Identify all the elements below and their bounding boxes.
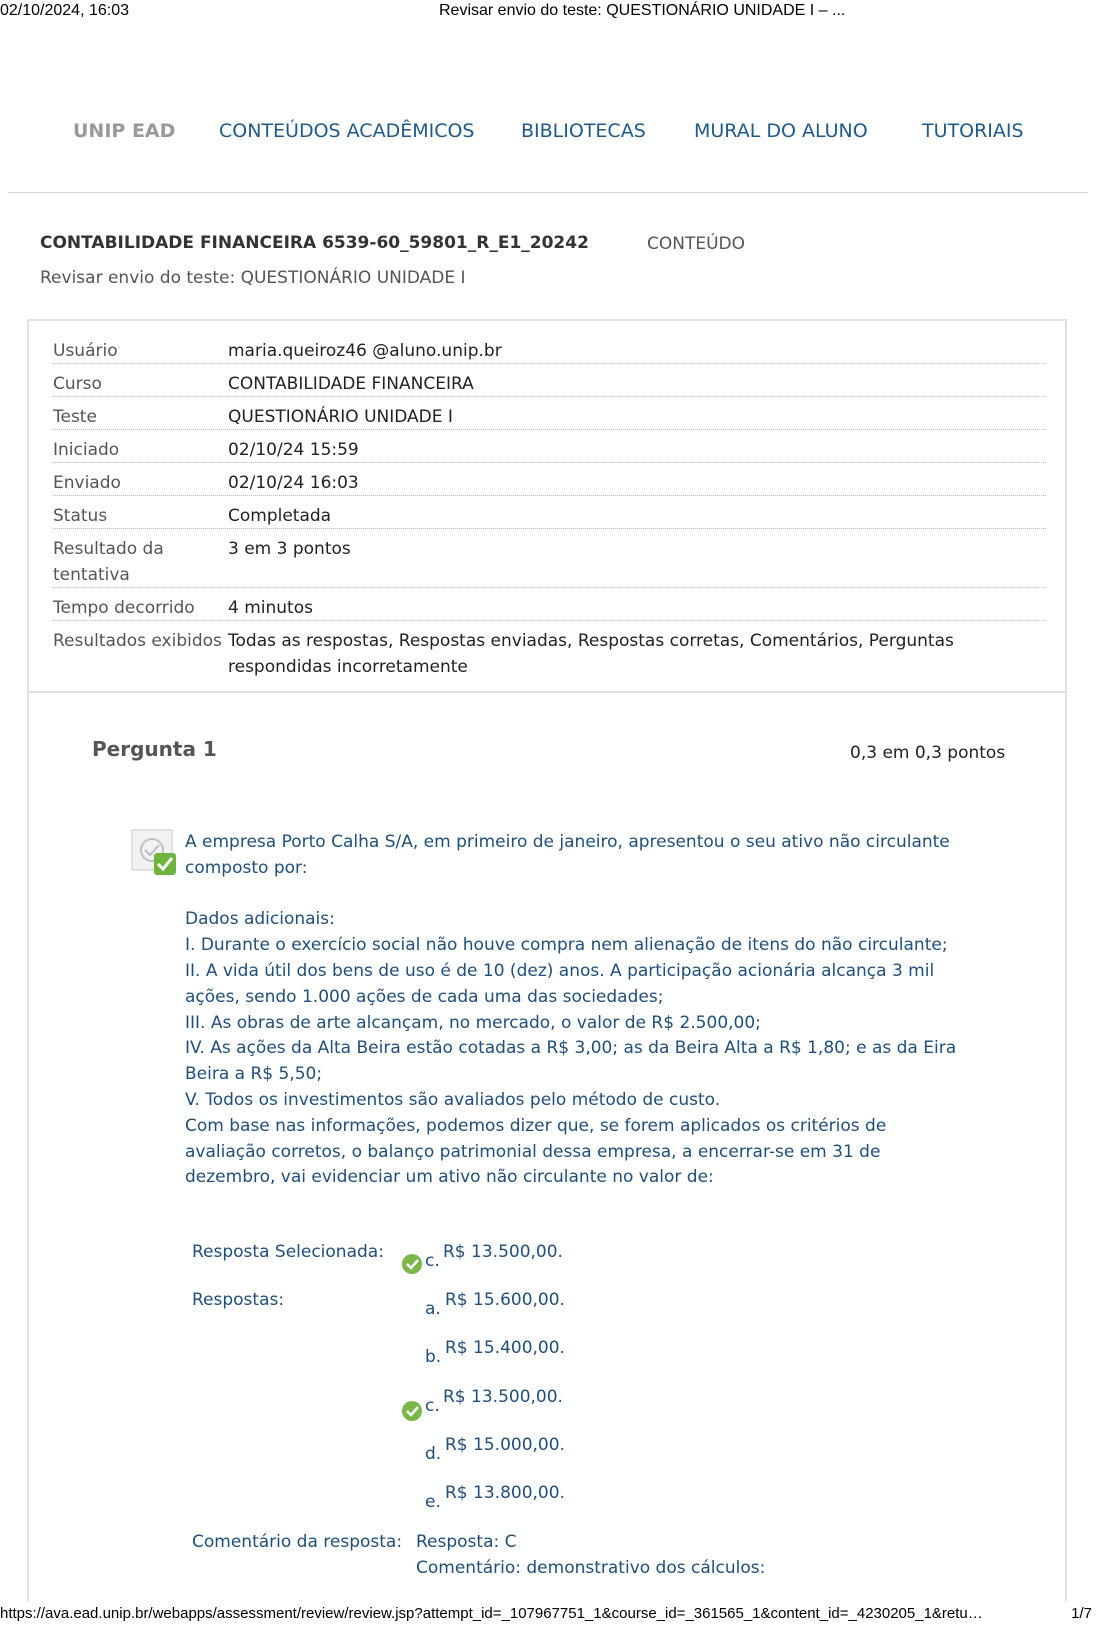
info-label: Resultado da tentativa — [53, 539, 164, 585]
course-title[interactable]: CONTABILIDADE FINANCEIRA 6539-60_59801_R_E1_20242 — [40, 233, 589, 253]
answer-letter: a. — [425, 1299, 441, 1319]
nav-link-tutoriais[interactable]: TUTORIAIS — [922, 120, 1024, 142]
answer-text: R$ 15.400,00. — [445, 1338, 565, 1358]
question-line: ações, sendo 1.000 ações de cada uma das sociedades; — [185, 986, 664, 1007]
question-line — [185, 882, 975, 908]
answer-letter: e. — [425, 1492, 441, 1512]
info-value: maria.queiroz46 @aluno.unip.br — [228, 341, 502, 361]
question-score: 0,3 em 0,3 pontos — [850, 743, 1006, 763]
info-row-tempo — [53, 588, 1046, 621]
info-value: Completada — [228, 506, 332, 526]
comment-answer: Resposta: C — [416, 1532, 517, 1552]
info-label: Tempo decorrido — [53, 598, 195, 618]
question-line: Com base nas informações, podemos dizer que, se forem aplicados os critérios de — [185, 1115, 887, 1136]
correct-check-icon — [401, 1400, 423, 1422]
print-title: Revisar envio do teste: QUESTIONÁRIO UNIDADE I – ... — [439, 2, 846, 19]
nav-divider — [8, 192, 1088, 193]
info-value: 3 em 3 pontos — [228, 539, 351, 559]
info-row-curso — [53, 364, 1046, 397]
answer-letter: c. — [425, 1396, 440, 1416]
comment-label: Comentário da resposta: — [192, 1532, 403, 1552]
info-value: 4 minutos — [228, 598, 313, 618]
attempt-info-table — [27, 319, 1067, 693]
print-header — [0, 0, 1096, 26]
nav-brand[interactable]: UNIP EAD — [73, 120, 176, 142]
answer-letter: b. — [425, 1347, 442, 1367]
question-line: avaliação corretos, o balanço patrimonial dessa empresa, a encerrar-se em 31 de — [185, 1141, 881, 1162]
info-value: Todas as respostas, Respostas enviadas, Respostas corretas, Comentários, Perguntas respondidas incorretamente — [228, 631, 954, 677]
info-value: QUESTIONÁRIO UNIDADE I — [228, 407, 453, 427]
info-label: Usuário — [53, 341, 118, 361]
correct-answer-icon — [131, 829, 179, 877]
question-line: Beira a R$ 5,50; — [185, 1064, 323, 1085]
question-line: Dados adicionais: — [185, 909, 335, 930]
selected-answer-letter: c. — [425, 1251, 440, 1271]
question-line: A empresa Porto Calha S/A, em primeiro de janeiro, apresentou o seu ativo não circulante — [185, 832, 950, 852]
answer-text: R$ 13.500,00. — [443, 1387, 563, 1407]
info-value: CONTABILIDADE FINANCEIRA — [228, 374, 474, 394]
top-navigation — [0, 112, 1096, 152]
info-value: 02/10/24 16:03 — [228, 473, 359, 493]
info-row-status — [53, 496, 1046, 529]
info-label: Iniciado — [53, 440, 120, 460]
question-line: dezembro, vai evidenciar um ativo não circulante no valor de: — [185, 1167, 714, 1188]
nav-link-conteudos[interactable]: CONTEÚDOS ACADÊMICOS — [219, 120, 475, 142]
question-line: I. Durante o exercício social não houve compra nem alienação de itens do não circulante; — [185, 935, 948, 956]
answer-text: R$ 15.000,00. — [445, 1435, 565, 1455]
info-row-enviado — [53, 463, 1046, 496]
print-url: https://ava.ead.unip.br/webapps/assessment/review/review.jsp?attempt_id=_107967751_1&course_id=_361565_1&content_id=_4230205_1&retu… — [0, 1605, 983, 1622]
question-line: IV. As ações da Alta Beira estão cotadas a R$ 3,00; as da Beira Alta a R$ 1,80; e as da Eira — [185, 1038, 957, 1059]
info-label: Enviado — [53, 473, 121, 493]
info-row-teste — [53, 397, 1046, 430]
selected-answer-text: R$ 13.500,00. — [443, 1242, 563, 1262]
info-label: Resultados exibidos — [53, 631, 222, 651]
correct-check-icon — [401, 1253, 423, 1275]
question-line: III. As obras de arte alcançam, no mercado, o valor de R$ 2.500,00; — [185, 1012, 761, 1033]
nav-link-mural[interactable]: MURAL DO ALUNO — [694, 120, 868, 142]
print-footer — [0, 1601, 1096, 1627]
question-text — [185, 830, 975, 1191]
question-line: II. A vida útil dos bens de uso é de 10 (dez) anos. A participação acionária alcança 3 mil — [185, 960, 935, 981]
info-value: 02/10/24 15:59 — [228, 440, 359, 460]
nav-link-bibliotecas[interactable]: BIBLIOTECAS — [521, 120, 646, 142]
info-row-usuario — [53, 331, 1046, 364]
question-title: Pergunta 1 — [92, 737, 217, 761]
answer-letter: d. — [425, 1444, 442, 1464]
answer-text: R$ 15.600,00. — [445, 1290, 565, 1310]
question-line: composto por: — [185, 857, 308, 878]
info-label: Teste — [53, 407, 97, 427]
info-row-resultado — [53, 529, 1046, 588]
info-row-iniciado — [53, 430, 1046, 463]
answers-label: Respostas: — [192, 1290, 285, 1310]
print-page-number: 1/7 — [1071, 1605, 1092, 1622]
info-label: Curso — [53, 374, 102, 394]
comment-detail: Comentário: demonstrativo dos cálculos: — [416, 1558, 766, 1578]
answer-text: R$ 13.800,00. — [445, 1483, 565, 1503]
page-title: Revisar envio do teste: QUESTIONÁRIO UNIDADE I — [40, 268, 466, 288]
selected-answer-label: Resposta Selecionada: — [192, 1242, 384, 1262]
question-line: V. Todos os investimentos são avaliados pelo método de custo. — [185, 1089, 721, 1110]
print-date: 02/10/2024, 16:03 — [0, 2, 130, 19]
course-content-link[interactable]: CONTEÚDO — [647, 234, 746, 254]
info-row-resultados-exibidos — [53, 621, 1046, 679]
info-label: Status — [53, 506, 108, 526]
